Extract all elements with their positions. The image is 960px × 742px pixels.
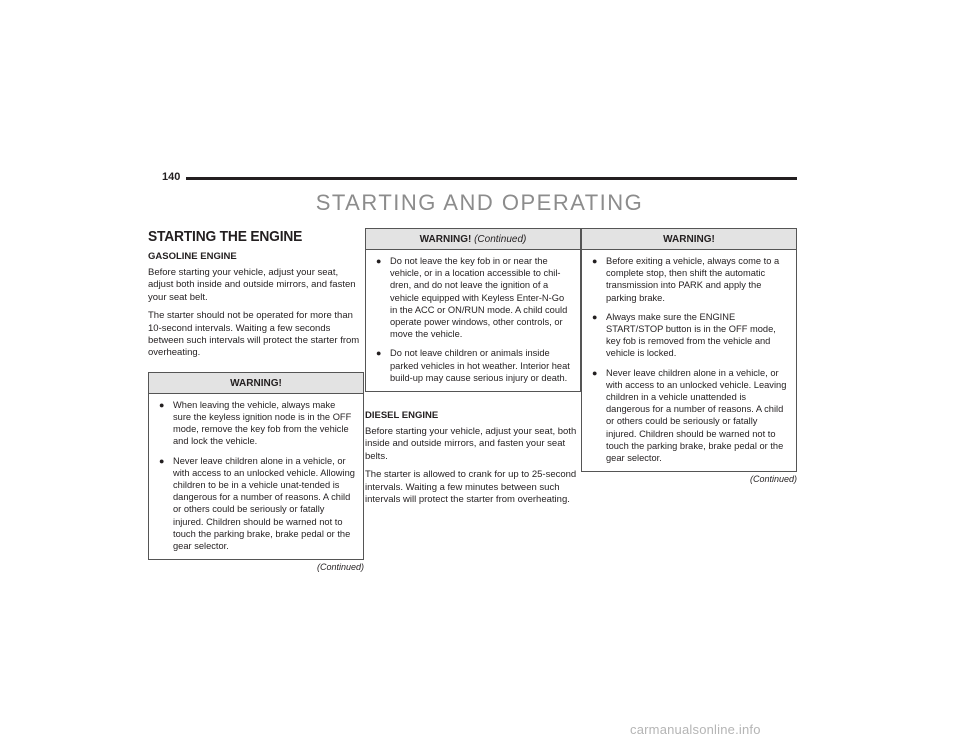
continued-label: (Continued) (749, 474, 797, 485)
warning-list (582, 250, 796, 471)
header-rule (186, 177, 797, 180)
warning-item-text: Do not leave the key fob in or near the vehicle, or in a location accessible to chil-dren, and do not leave the ignition of a vehicle equipped with Keyless Enter-N-Go in the ACC or ON/RUN mode. A child could operate power windows, other controls, or move the vehicle. (390, 256, 568, 340)
warning-item-text: Never leave children alone in a vehicle, or with access to an unlocked vehicle. Leaving children in a vehicle unattended is dangerous for a number of reasons. A child or others could be seriously or fatally injured. Children should be warned not to touch the parking brake, brake pedal or the gear selector. (606, 367, 787, 464)
warning-box-3 (581, 228, 797, 472)
warning-list (149, 394, 363, 559)
bullet-icon: ● (376, 256, 382, 266)
column-1 (148, 228, 364, 572)
column-3 (581, 228, 797, 484)
watermark: carmanualsonline.info (630, 722, 761, 737)
bullet-icon: ● (376, 348, 382, 359)
warning-item (592, 255, 788, 304)
gasoline-paragraph-1: Before starting your vehicle, adjust your seat, adjust both inside and outside mirrors, and fasten your seat belt. (148, 267, 356, 303)
bullet-icon: ● (592, 311, 598, 322)
gasoline-paragraph-2: The starter should not be operated for more than 10-second intervals. Waiting a few seconds between such intervals will protect the starter from overheating. (148, 310, 360, 359)
gasoline-engine-heading: GASOLINE ENGINE (148, 251, 237, 262)
warning-item-text: Do not leave children or animals inside parked vehicles in hot weather. Interior heat build-up may cause serious injury or death. (390, 348, 570, 383)
warning-title (582, 229, 796, 250)
diesel-paragraph-1: Before starting your vehicle, adjust your seat, both inside and outside mirrors, and fasten your seat belts. (365, 426, 577, 462)
warning-item-text: Always make sure the ENGINE START/STOP button is in the OFF mode, key fob is removed from the vehicle and vehicle is locked. (606, 311, 776, 359)
warning-item (376, 255, 572, 340)
diesel-engine-heading: DIESEL ENGINE (365, 410, 439, 422)
warning-title (149, 373, 363, 394)
diesel-paragraph-2: The starter is allowed to crank for up to 25-second intervals. Waiting a few minutes between such intervals will protect the starter from overheating. (365, 469, 577, 506)
warning-list (366, 250, 580, 391)
warning-title-continued: (Continued) (474, 234, 527, 245)
warning-title-text: WARNING! (230, 377, 282, 389)
warning-item-text: Before exiting a vehicle, always come to a complete stop, then shift the automatic transmission into PARK and apply the parking brake. (606, 256, 780, 303)
warning-title-text: WARNING! (663, 234, 715, 245)
bullet-icon: ● (592, 256, 598, 266)
warning-box-1 (148, 372, 364, 560)
chapter-title: STARTING AND OPERATING (315, 190, 644, 215)
bullet-icon: ● (159, 399, 165, 410)
warning-title-text: WARNING! (419, 234, 472, 245)
warning-box-2 (365, 228, 581, 392)
warning-title (366, 229, 580, 250)
column-2 (365, 228, 581, 512)
warning-item (592, 367, 788, 465)
bullet-icon: ● (159, 455, 165, 466)
warning-item (376, 347, 572, 384)
warning-item (592, 311, 788, 360)
page-number: 140 (162, 171, 181, 183)
continued-label: (Continued) (316, 562, 364, 573)
warning-item-text: Never leave children alone in a vehicle, or with access to an unlocked vehicle. Allowing children to be in a vehicle unat-tended is dangerous for a number of reasons. A child or others could be seriously or fatally injured. Children should be warned not to touch the parking brake, brake pedal or the gear selector. (173, 455, 355, 552)
warning-item (159, 399, 355, 448)
warning-item-text: When leaving the vehicle, always make sure the keyless ignition node is in the OFF mode, remove the key fob from the vehicle and lock the vehicle. (173, 399, 352, 447)
section-heading: STARTING THE ENGINE (148, 228, 303, 245)
warning-item (159, 455, 355, 553)
bullet-icon: ● (592, 367, 598, 378)
